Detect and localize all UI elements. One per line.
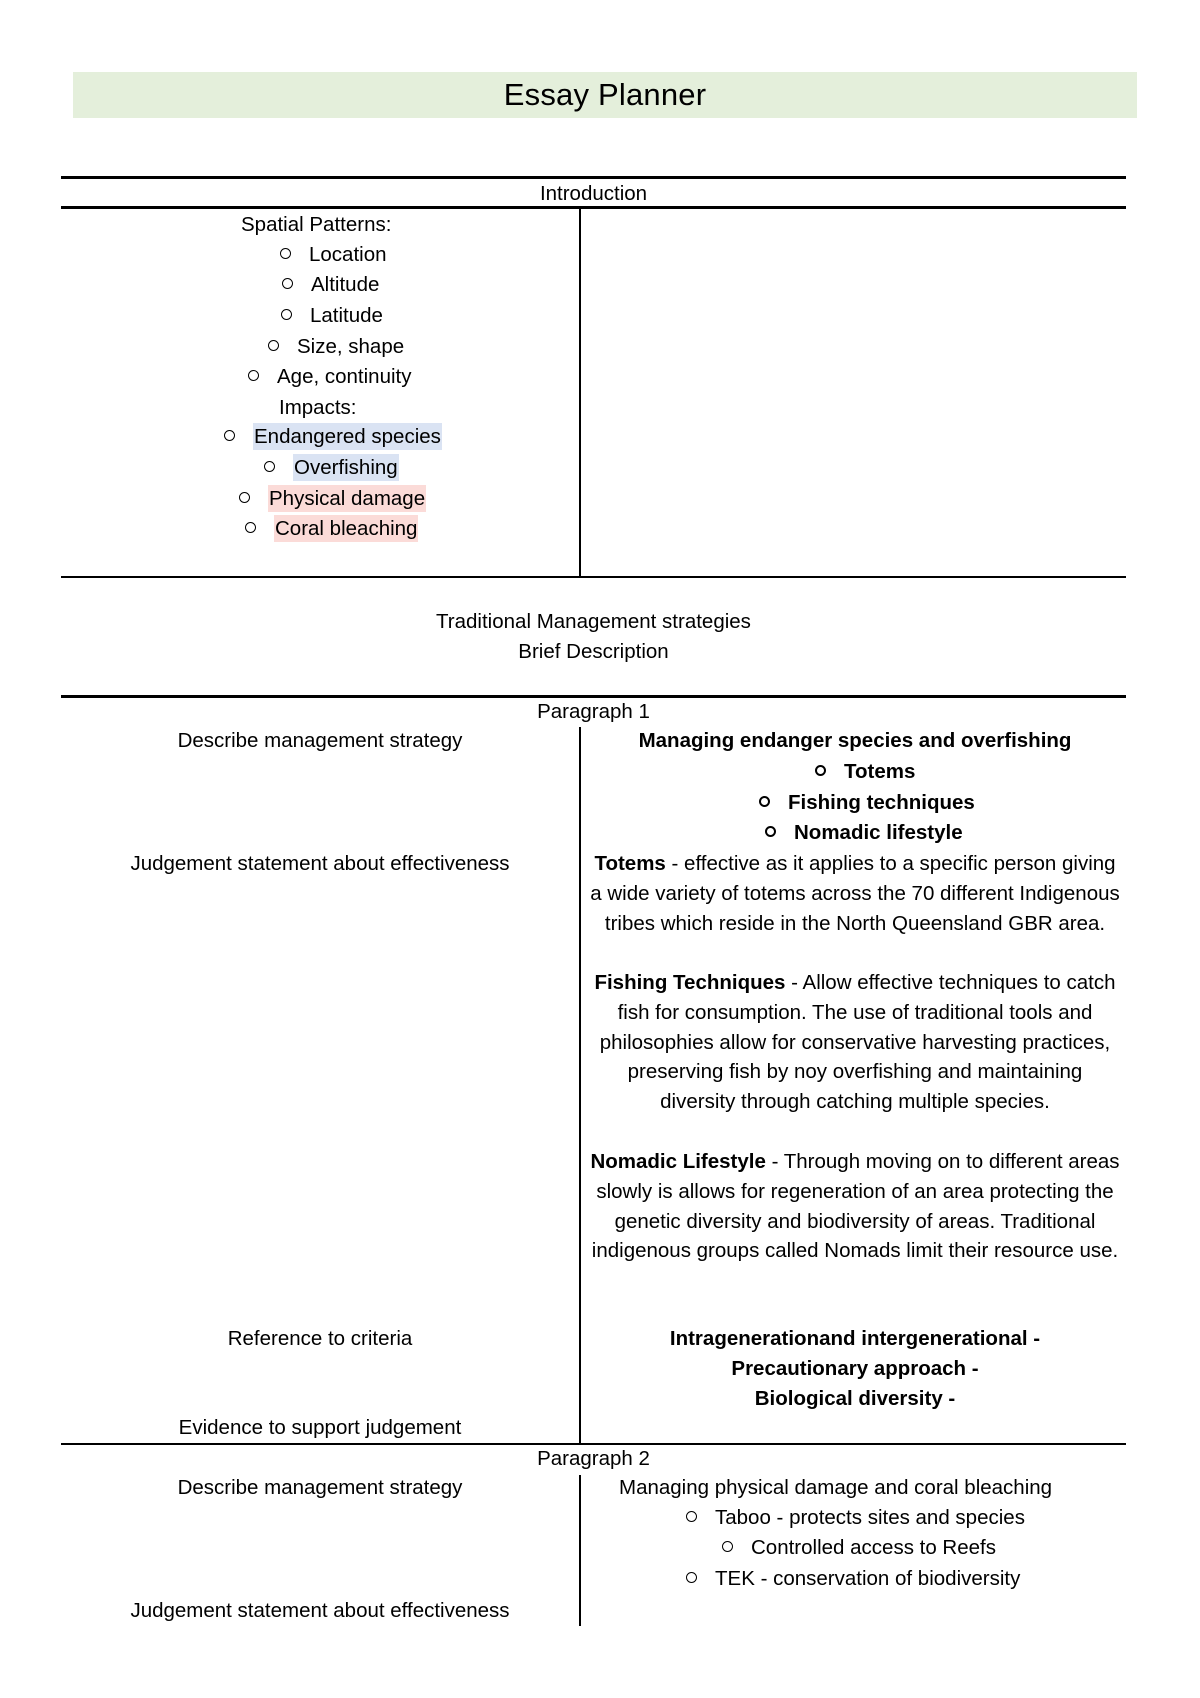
impact-item: Overfishing — [264, 453, 399, 483]
paragraph2-heading: Paragraph 2 — [537, 1447, 650, 1470]
introduction-bottom-rule — [61, 576, 1126, 578]
p1-criteria-label: Reference to criteria — [227, 1327, 413, 1350]
impact-item: Physical damage — [239, 484, 426, 514]
bullet-icon — [280, 248, 291, 259]
list-item: Altitude — [282, 270, 379, 300]
bullet-icon — [815, 765, 826, 776]
bullet-icon — [686, 1572, 697, 1583]
introduction-header-rule — [61, 206, 1126, 209]
bullet-icon — [722, 1541, 733, 1552]
introduction-column-divider — [579, 209, 581, 576]
p2-strategy-subitem: Controlled access to Reefs — [722, 1533, 996, 1563]
bullet-icon — [248, 370, 259, 381]
p2-strategy-item: Taboo - protects sites and species — [686, 1503, 1025, 1533]
list-item: Latitude — [281, 301, 383, 331]
p1-strategy-title: Managing endanger species and overfishing — [638, 729, 1072, 752]
title-banner — [73, 72, 1137, 118]
impacts-label: Impacts: — [279, 396, 357, 419]
bullet-icon — [759, 796, 770, 807]
p2-judgement-label: Judgement statement about effectiveness — [130, 1599, 510, 1622]
bullet-icon — [281, 309, 292, 320]
p1-strategy-item: Fishing techniques — [759, 788, 975, 818]
p1-judgement-label: Judgement statement about effectiveness — [130, 852, 510, 875]
bullet-icon — [282, 278, 293, 289]
p1-evidence-label: Evidence to support judgement — [178, 1416, 462, 1439]
list-item: Location — [280, 240, 387, 270]
page-title: Essay Planner — [503, 77, 707, 112]
bullet-icon — [765, 826, 776, 837]
bullet-icon — [239, 492, 250, 503]
bullet-icon — [224, 430, 235, 441]
paragraph2-column-divider — [579, 1475, 581, 1626]
p1-criteria-item: Precautionary approach - — [731, 1357, 979, 1380]
p1-strategy-item: Totems — [815, 757, 915, 787]
paragraph1-heading: Paragraph 1 — [537, 700, 650, 723]
bullet-icon — [264, 461, 275, 472]
p2-strategy-title: Managing physical damage and coral bleaching — [619, 1476, 1053, 1499]
p2-describe-label: Describe management strategy — [177, 1476, 463, 1499]
bullet-icon — [686, 1511, 697, 1522]
p1-judgement-totems: Totems - effective as it applies to a specific person giving a wide variety of totems across the 70 different Indigenous tribes which reside in the North Queensland GBR area. — [590, 852, 1120, 935]
introduction-heading: Introduction — [539, 182, 648, 205]
p1-criteria-item: Intragenerationand intergenerational - — [669, 1327, 1041, 1350]
impact-item: Coral bleaching — [245, 514, 418, 544]
bullet-icon — [268, 340, 279, 351]
bullet-icon — [245, 522, 256, 533]
list-item: Size, shape — [268, 332, 404, 362]
paragraph1-column-divider — [579, 727, 581, 1443]
p1-describe-label: Describe management strategy — [177, 729, 463, 752]
p1-judgement-fishing: Fishing Techniques - Allow effective techniques to catch fish for consumption. The use of traditional tools and philosophies allow for conservative harvesting practices, preserving fish by noy overfishing and maintaining diversity through catching multiple species. — [594, 971, 1116, 1114]
list-item: Age, continuity — [248, 362, 411, 392]
impact-item: Endangered species — [224, 422, 442, 452]
p1-criteria-item: Biological diversity - — [754, 1387, 956, 1410]
p2-strategy-item: TEK - conservation of biodiversity — [686, 1564, 1020, 1594]
p1-judgement-nomadic: Nomadic Lifestyle - Through moving on to different areas slowly is allows for regeneration of an area protecting the genetic diversity and biodiversity of areas. Traditional indigenous groups called Nomads limit their resource use. — [590, 1150, 1120, 1263]
strategies-subheading: Brief Description — [518, 640, 669, 663]
spatial-patterns-label: Spatial Patterns: — [241, 213, 392, 236]
p1-strategy-item: Nomadic lifestyle — [765, 818, 963, 848]
strategies-heading: Traditional Management strategies — [436, 610, 751, 633]
